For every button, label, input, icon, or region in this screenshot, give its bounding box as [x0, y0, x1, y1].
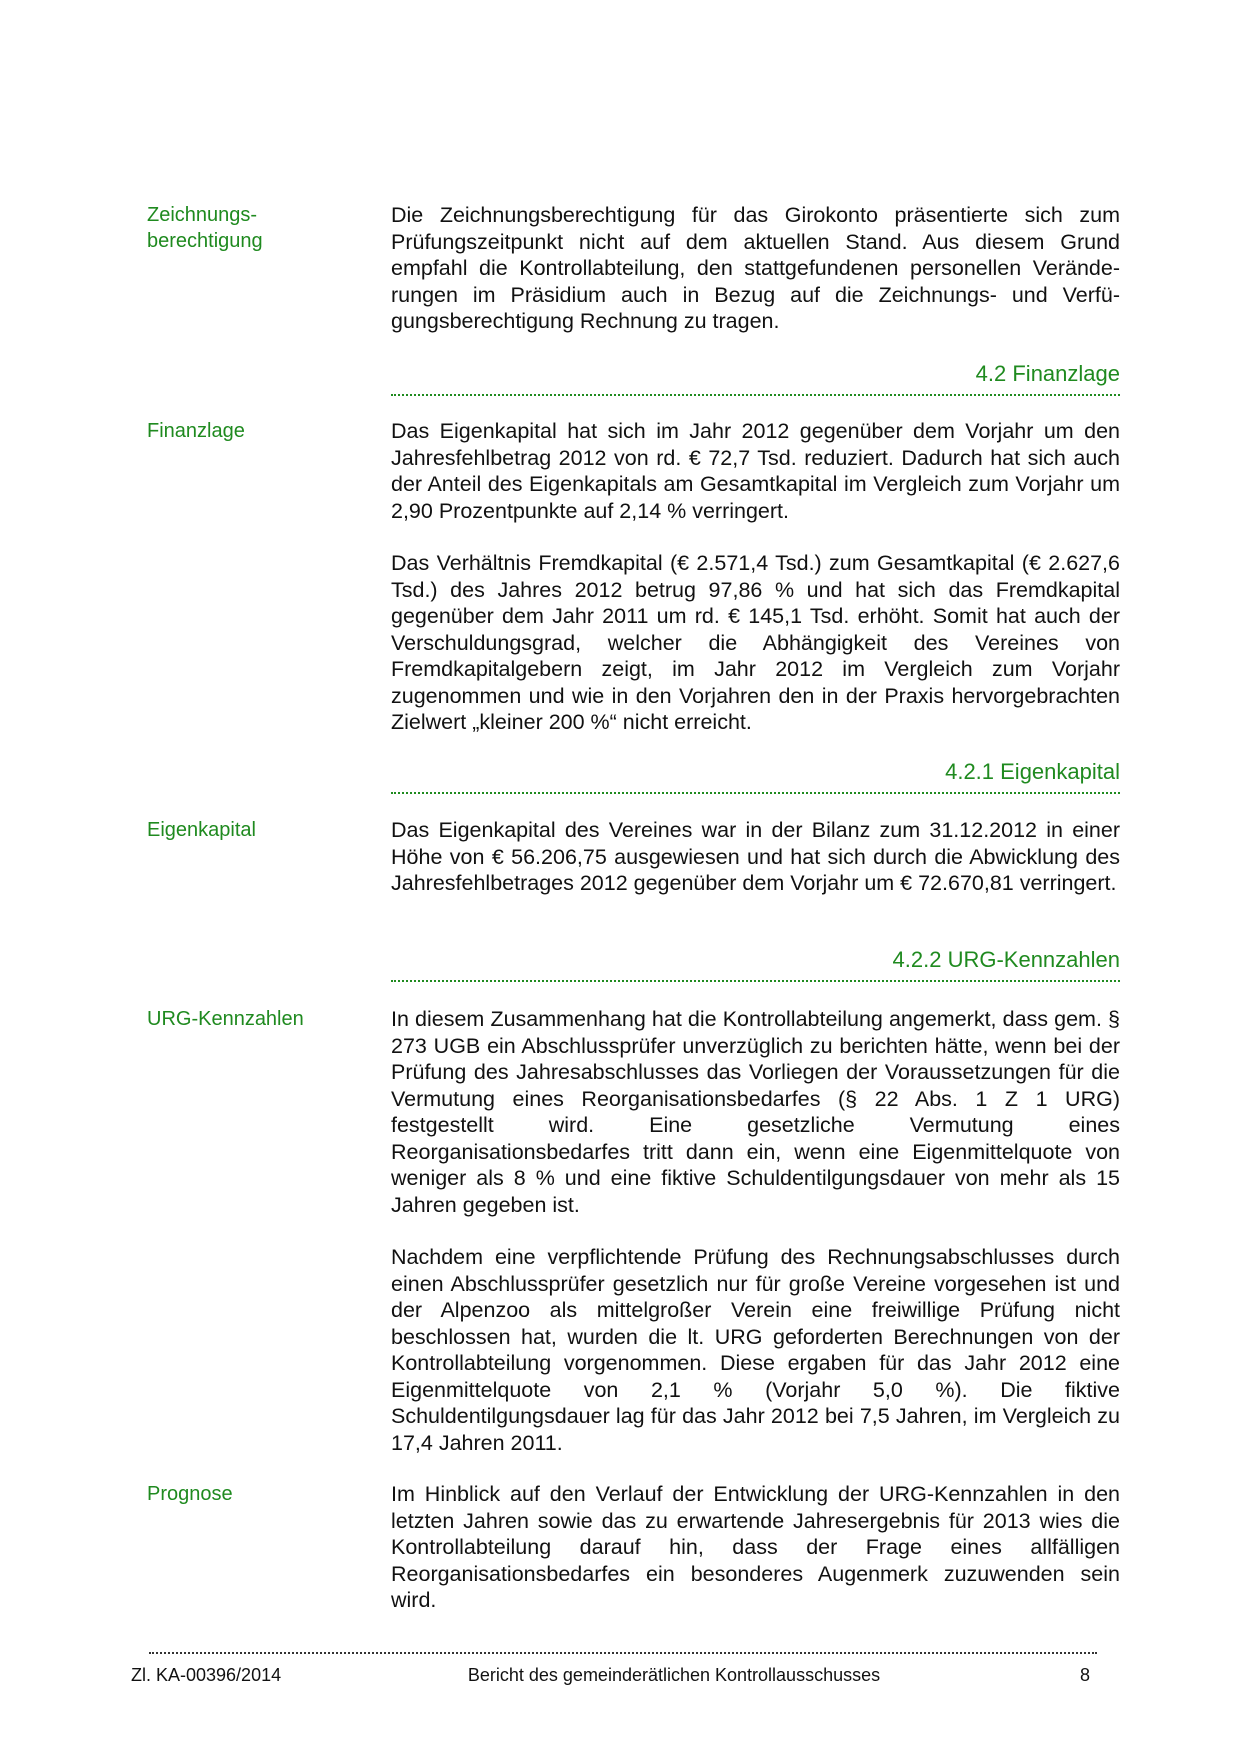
paragraph-urg-kennzahlen-1: In diesem Zusammenhang hat die Kontrollabteilung angemerkt, dass gem. § 273 UGB ein Abschlussprüfer unverzüglich zu berichten hätte, wenn bei der Prüfung des Jahresabschlusses das Vorliegen der Voraussetzungen für die Vermutung eines Reorganisationsbedarfes (§ 22 Abs. 1 Z 1 URG) festgestellt wird. Eine gesetzliche Vermutung eines Reorganisationsbedarfes tritt dann ein, wenn eine Eigenmittelquote von weniger als 8 % und eine fiktive Schuldentilgungsdauer von mehr als 15 Jahren gegeben ist.	[391, 1007, 1120, 1217]
heading-4-2-2-urg-kennzahlen: 4.2.2 URG-Kennzahlen	[391, 946, 1120, 982]
margin-label-finanzlage: Finanzlage	[147, 420, 245, 442]
heading-4-2-1-eigenkapital: 4.2.1 Eigenkapital	[391, 758, 1120, 794]
paragraph-finanzlage-1: Das Eigenkapital hat sich im Jahr 2012 gegenüber dem Vorjahr um den Jahresfehlbetrag 2012 von rd. € 72,7 Tsd. reduziert. Dadurch hat sich auch der Anteil des Eigenkapitals am Gesamtkapital im Vergleich zum Vorjahr um 2,90 Prozentpunkte auf 2,14 % verringert.	[391, 419, 1120, 523]
paragraph-urg-kennzahlen-2: Nachdem eine verpflichtende Prüfung des Rechnungsabschlusses durch einen Abschlussprüfer gesetzlich nur für große Vereine vorgesehen ist und der Alpenzoo als mittelgroßer Verein eine freiwillige Prüfung nicht beschlossen hat, wurden die lt. URG geforderten Berechnungen von der Kontrollabteilung vorgenommen. Diese ergaben für das Jahr 2012 eine Eigenmittelquote von 2,1 % (Vorjahr 5,0 %). Die fiktive Schuldentilgungsdauer lag für das Jahr 2012 bei 7,5 Jahren, im Vergleich zu 17,4 Jahren 2011.	[391, 1245, 1120, 1455]
paragraph-prognose: Im Hinblick auf den Verlauf der Entwicklung der URG-Kennzahlen in den letzten Jahren sowie das zu erwartende Jahresergebnis für 2013 wies die Kontrollabteilung darauf hin, dass der Frage eines allfälligen Reorganisationsbedarfes ein besonderes Augenmerk zuzuwenden sein wird.	[391, 1482, 1120, 1612]
paragraph-zeichnungsberechtigung: Die Zeichnungsberechtigung für das Girokonto präsentierte sich zum Prüfungszeitpunkt nicht auf dem aktuellen Stand. Aus diesem Grund empfahl die Kontrollabteilung, den stattgefundenen personellen Veränderungen im Präsidium auch in Bezug auf die Zeichnungs- und Verfügungsberechtigung Rechnung zu tragen.	[391, 203, 1120, 333]
paragraph-eigenkapital: Das Eigenkapital des Vereines war in der Bilanz zum 31.12.2012 in einer Höhe von € 56.206,75 ausgewiesen und hat sich durch die Abwicklung des Jahresfehlbetrages 2012 gegenüber dem Vorjahr um € 72.670,81 verringert.	[391, 818, 1120, 895]
paragraph-finanzlage-2: Das Verhältnis Fremdkapital (€ 2.571,4 Tsd.) zum Gesamtkapital (€ 2.627,6 Tsd.) des Jahres 2012 betrug 97,86 % und hat sich das Fremdkapital gegenüber dem Jahr 2011 um rd. € 145,1 Tsd. erhöht. Somit hat auch der Verschuldungsgrad, welcher die Abhängigkeit des Vereines von Fremdkapitalgebern zeigt, im Jahr 2012 im Vergleich zum Vorjahr zugenommen und wie in den Vorjahren den in der Praxis hervorgebrachten Zielwert „kleiner 200 %“ nicht erreicht.	[391, 551, 1120, 734]
margin-label-urg-kennzahlen: URG-Kennzahlen	[147, 1008, 304, 1030]
footer-divider	[149, 1652, 1097, 1654]
margin-label-zeichnungsberechtigung: Zeichnungs- berechtigung	[147, 204, 263, 252]
margin-label-prognose: Prognose	[147, 1483, 233, 1505]
heading-4-2-finanzlage: 4.2 Finanzlage	[391, 360, 1120, 396]
footer-title: Bericht des gemeinderätlichen Kontrollausschusses	[467, 1665, 881, 1685]
footer-reference: Zl. KA-00396/2014	[131, 1665, 282, 1685]
margin-label-eigenkapital: Eigenkapital	[147, 819, 256, 841]
footer-page-number: 8	[1079, 1665, 1090, 1685]
